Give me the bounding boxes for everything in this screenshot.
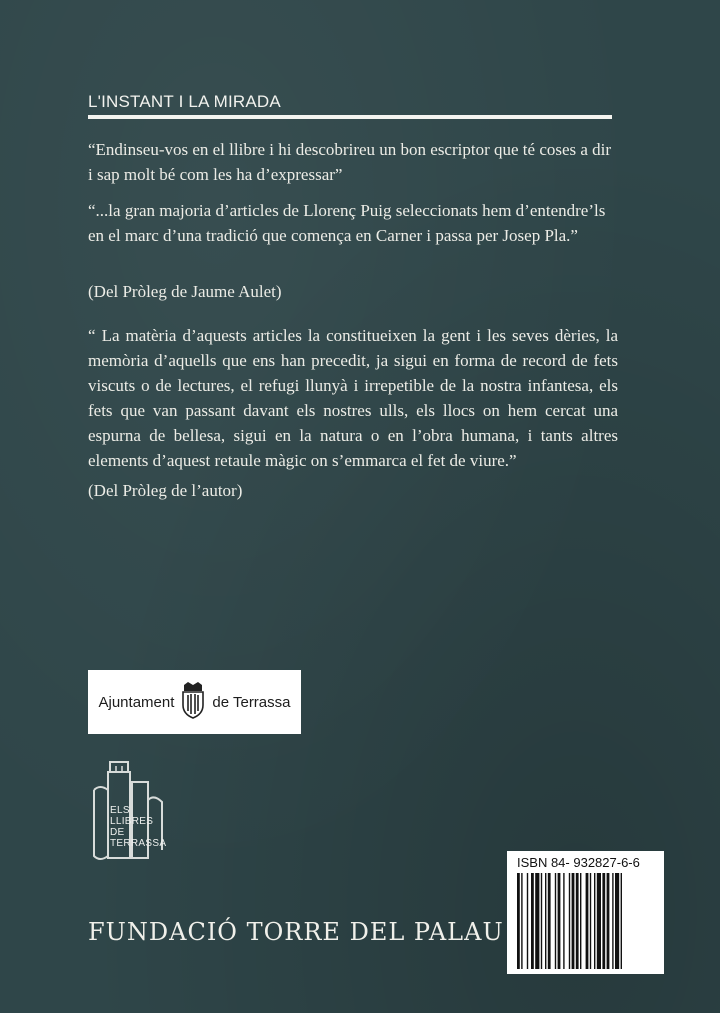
barcode-bar — [590, 873, 591, 969]
quote-aulet-2 — [88, 198, 618, 248]
barcode-bar — [594, 873, 595, 969]
quote-source-aulet — [88, 279, 618, 304]
barcode-bar — [621, 873, 622, 969]
quote-text: “...la gran majoria d’articles de Llorenç Puig seleccionats hem d’entendre’ls en el marc d’una tradició que comença en Carner i passa per Josep Pla.” — [88, 201, 606, 245]
barcode-bar — [576, 873, 579, 969]
barcode-bar — [531, 873, 534, 969]
barcode-bar — [558, 873, 561, 969]
barcode-bar — [586, 873, 589, 969]
barcode-bar — [517, 873, 520, 969]
quote-author — [88, 323, 618, 473]
quote-source-author — [88, 478, 618, 503]
barcode-bar — [563, 873, 564, 969]
barcode-bar — [612, 873, 613, 969]
badge-line: LLIBRES — [110, 816, 154, 827]
barcode-bar — [555, 873, 556, 969]
collection-badge-text — [110, 805, 166, 849]
barcode-bar — [521, 873, 522, 969]
isbn-barcode-box — [507, 851, 664, 974]
source-text: (Del Pròleg de l’autor) — [88, 481, 243, 500]
barcode-bar — [572, 873, 575, 969]
source-text: (Del Pròleg de Jaume Aulet) — [88, 282, 282, 301]
sponsor-logo — [88, 670, 301, 734]
barcode-bar — [597, 873, 601, 969]
barcode-bar — [545, 873, 546, 969]
barcode-bar — [615, 873, 619, 969]
barcode-icon — [517, 873, 654, 969]
barcode-bar — [548, 873, 551, 969]
quote-aulet-1 — [88, 137, 618, 187]
barcode-bar — [535, 873, 539, 969]
quote-text: “ La matèria d’aquests articles la constitueixen la gent i les seves dèries, la memòria d’aquells que ens han precedit, ja sigui en forma de record de fets viscuts o de lectures, el refugi llunyà i irrepetible de la nostra infantesa, els fets que van passant davant els nostres ulls, els llocs on hem cercat una espurna de bellesa, sigui en la natura o en l’obra humana, i tants altres elements d’aquest retaule màgic on s’emmarca el fet de viure.” — [88, 326, 618, 470]
barcode-bar — [569, 873, 570, 969]
badge-line: TERRASSA — [110, 838, 167, 849]
sponsor-right-text: de Terrassa — [212, 693, 291, 711]
badge-line: DE — [110, 827, 125, 838]
barcode-bar — [607, 873, 610, 969]
sponsor-left-text: Ajuntament — [98, 693, 175, 711]
series-rule — [88, 115, 612, 119]
barcode-bar — [527, 873, 528, 969]
barcode-bar — [541, 873, 542, 969]
isbn-label: ISBN 84- 932827-6-6 — [517, 855, 640, 870]
badge-line: ELS — [110, 805, 130, 816]
quote-text: “Endinseu-vos en el llibre i hi descobrireu un bon escriptor que té coses a dir i sap molt bé com les ha d’expressar” — [88, 140, 612, 184]
publisher-name: FUNDACIÓ TORRE DEL PALAU — [88, 918, 504, 946]
coat-of-arms-icon — [180, 681, 206, 723]
barcode-bar — [602, 873, 605, 969]
series-title: L'INSTANT I LA MIRADA — [88, 92, 281, 111]
barcode-bar — [580, 873, 581, 969]
